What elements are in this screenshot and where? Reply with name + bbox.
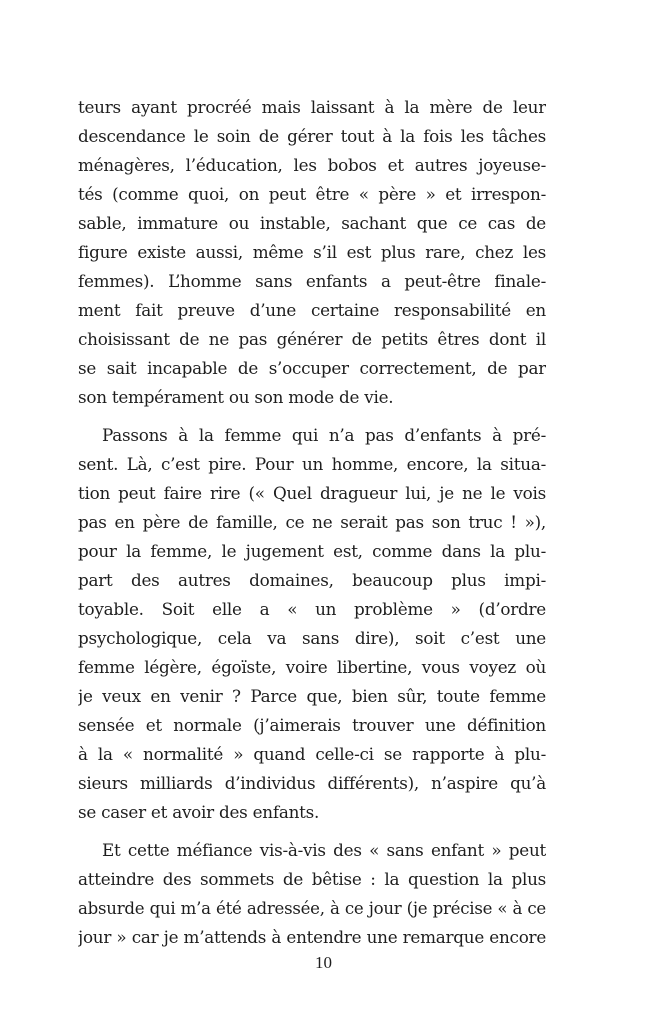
text-line: se sait incapable de s’occuper correctement, de par — [78, 358, 546, 378]
page-number: 10 — [315, 953, 332, 972]
text-line: sable, immature ou instable, sachant que ce cas de — [78, 213, 546, 233]
text-line: son tempérament ou son mode de vie. — [78, 387, 394, 407]
text-line: tés (comme quoi, on peut être « père » et irrespon- — [78, 184, 546, 204]
text-line: sent. Là, c’est pire. Pour un homme, encore, la situa- — [78, 454, 546, 474]
text-line: figure existe aussi, même s’il est plus rare, chez les — [78, 242, 546, 262]
page-body — [78, 93, 546, 952]
text-line: choisissant de ne pas générer de petits êtres dont il — [78, 329, 546, 349]
text-line: je veux en venir ? Parce que, bien sûr, toute femme — [78, 686, 546, 706]
text-line: atteindre des sommets de bêtise : la question la plus — [78, 869, 546, 889]
text-line: part des autres domaines, beaucoup plus impi- — [78, 570, 546, 590]
text-line: pas en père de famille, ce ne serait pas son truc ! »), — [78, 512, 546, 532]
text-line: teurs ayant procréé mais laissant à la mère de leur — [78, 97, 546, 117]
text-line: femmes). L’homme sans enfants a peut-être finale- — [78, 271, 546, 291]
text-line: ment fait preuve d’une certaine responsabilité en — [78, 300, 546, 320]
text-line: Et cette méfiance vis-à-vis des « sans enfant » peut — [102, 840, 546, 860]
text-line: psychologique, cela va sans dire), soit c’est une — [78, 628, 546, 648]
paragraph-3 — [78, 836, 546, 952]
text-line: toyable. Soit elle a « un problème » (d’ordre — [78, 599, 546, 619]
paragraph-2 — [78, 421, 546, 827]
text-line: Passons à la femme qui n’a pas d’enfants à pré- — [102, 425, 546, 445]
text-line: femme légère, égoïste, voire libertine, vous voyez où — [78, 657, 546, 677]
text-line: jour » car je m’attends à entendre une remarque encore — [78, 927, 546, 947]
paragraph-1 — [78, 93, 546, 412]
text-line: ménagères, l’éducation, les bobos et autres joyeuse- — [78, 155, 546, 175]
text-line: se caser et avoir des enfants. — [78, 802, 320, 822]
text-line: sensée et normale (j’aimerais trouver une définition — [78, 715, 546, 735]
text-line: absurde qui m’a été adressée, à ce jour (je précise « à ce — [78, 899, 546, 918]
text-line: descendance le soin de gérer tout à la fois les tâches — [78, 126, 546, 146]
text-line: à la « normalité » quand celle-ci se rapporte à plu- — [78, 744, 546, 764]
text-line: tion peut faire rire (« Quel dragueur lui, je ne le vois — [78, 483, 546, 503]
text-line: sieurs milliards d’individus différents), n’aspire qu’à — [78, 773, 546, 793]
text-line: pour la femme, le jugement est, comme dans la plu- — [78, 541, 546, 561]
